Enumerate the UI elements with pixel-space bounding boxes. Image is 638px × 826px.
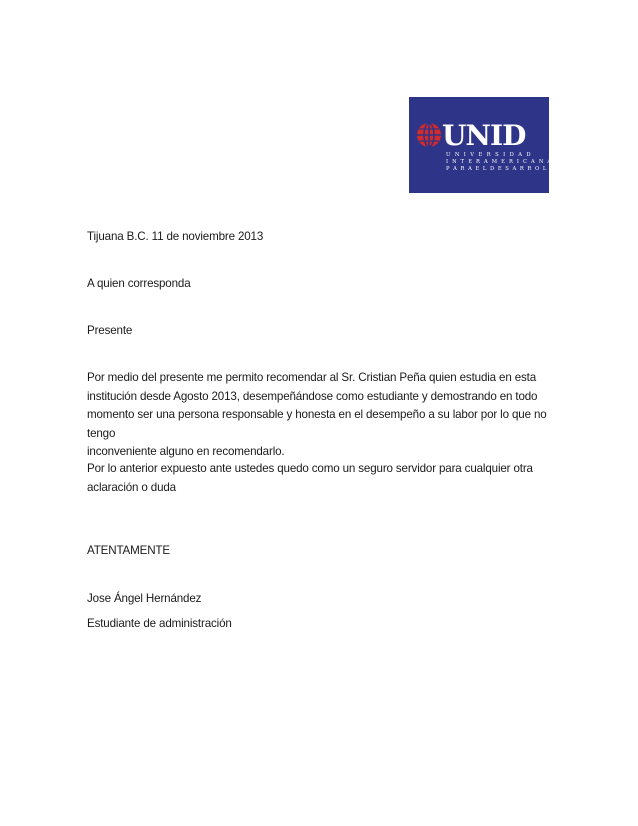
unid-logo — [409, 97, 563, 193]
logo-subtitle-3: P A R A E L D E S A R R O L L O — [446, 166, 563, 172]
body-paragraph-1 — [87, 369, 557, 462]
paragraph-line: aclaración o duda — [87, 480, 176, 494]
recipient: A quien corresponda — [87, 277, 191, 290]
paragraph-line: momento ser una persona responsable y honesta en el desempeño a su labor por lo que no tengo — [87, 408, 547, 440]
paragraph-line: Por medio del presente me permito recomendar al Sr. Cristian Peña quien estudia en esta — [87, 371, 537, 384]
signer-name: Jose Ángel Hernández — [87, 592, 202, 605]
paragraph-line: institución desde Agosto 2013, desempeñándose como estudiante y demostrando en todo — [87, 389, 538, 403]
logo-subtitle-1: U N I V E R S I D A D — [446, 152, 532, 158]
presente: Presente — [87, 324, 133, 337]
unid-logo-graphic — [409, 97, 563, 193]
closing: ATENTAMENTE — [87, 544, 170, 557]
signer-title: Estudiante de administración — [87, 617, 232, 630]
globe-icon — [417, 123, 441, 147]
body-paragraph-2 — [87, 460, 557, 497]
logo-wordmark: UNID — [442, 119, 526, 152]
logo-subtitle-2: I N T E R A M E R I C A N A — [446, 159, 553, 165]
place-date: Tijuana B.C. 11 de noviembre 2013 — [87, 230, 264, 243]
paragraph-line: inconveniente alguno en recomendarlo. — [87, 445, 285, 459]
paragraph-line: Por lo anterior expuesto ante ustedes quedo como un seguro servidor para cualquier otra — [87, 462, 533, 475]
